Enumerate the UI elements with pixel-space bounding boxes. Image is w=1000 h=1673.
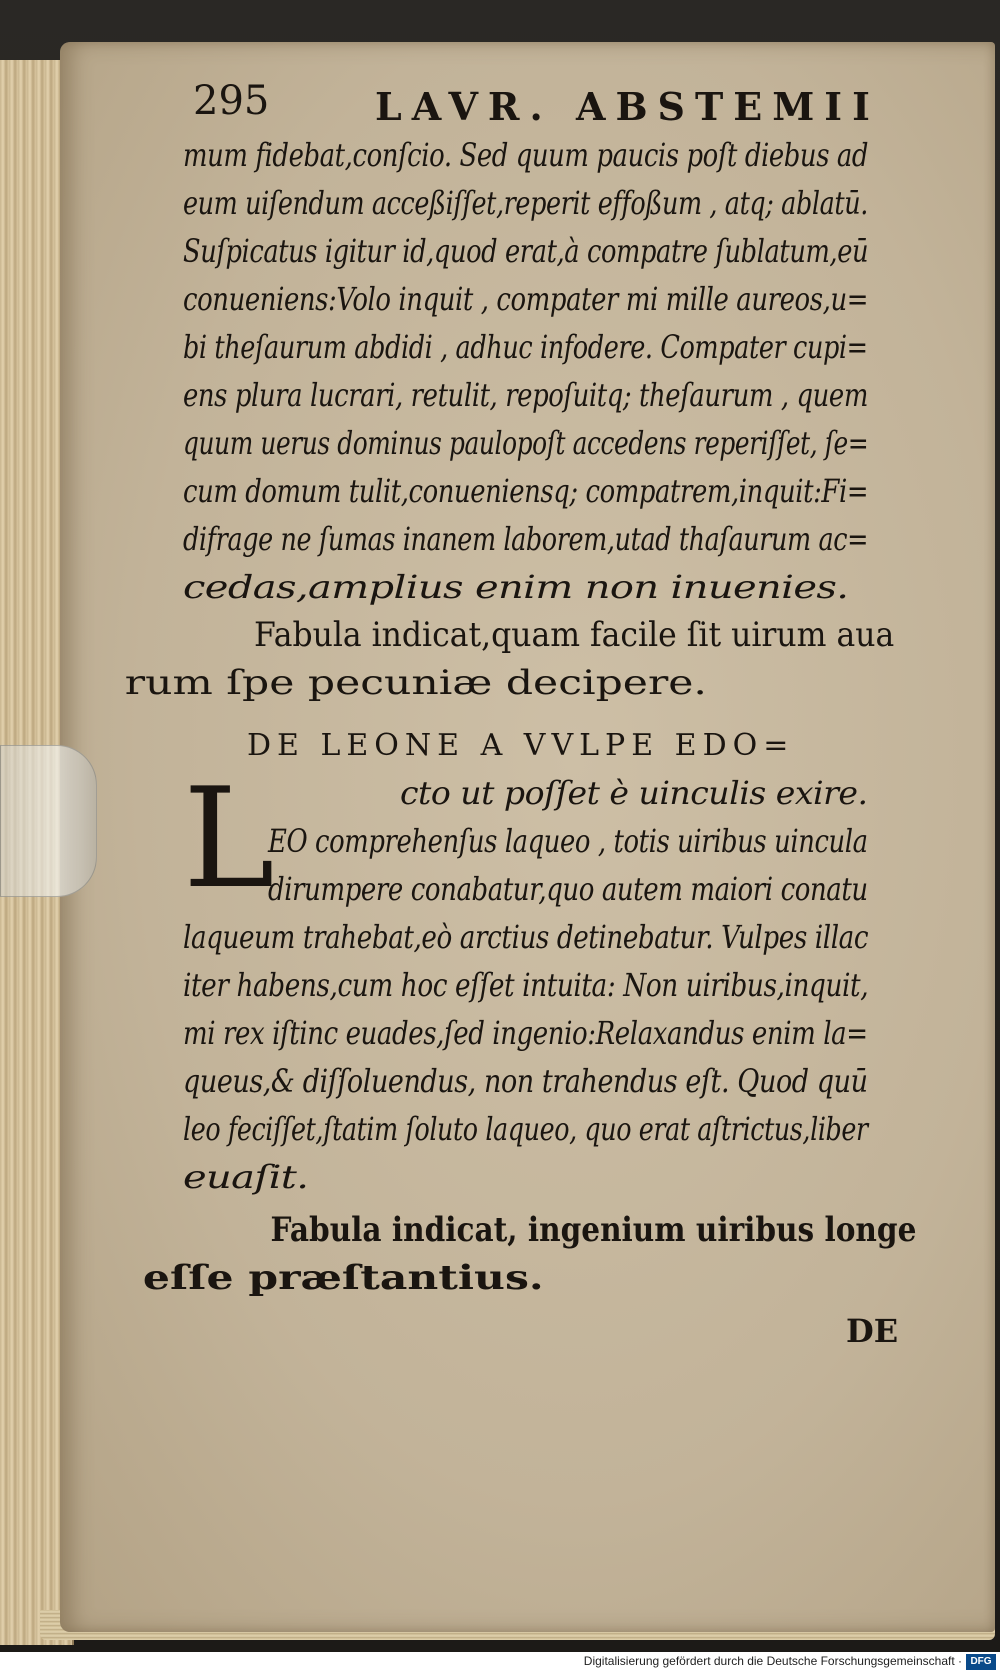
drop-cap: L xyxy=(183,758,275,919)
page-number: 295 xyxy=(193,78,270,124)
funding-credit: Digitalisierung gefördert durch die Deutsche Forschungsgemeinschaft · xyxy=(583,1654,962,1668)
moral-line: Fabula indicat, ingenium uiribus longe xyxy=(270,1210,917,1250)
fable-heading: DE LEONE A VVLPE EDO= xyxy=(247,728,795,763)
text-line: quum uerus dominus paulopoſt accedens reperiſſet, ſe= xyxy=(183,424,869,462)
text-line: euaſit. xyxy=(183,1158,309,1196)
text-line: Suſpicatus igitur id,quod erat,à compatre ſublatum,eū xyxy=(183,232,869,270)
running-title: LAVR. ABSTEMII xyxy=(375,84,880,129)
text-line: cedas,amplius enim non inuenies. xyxy=(183,568,849,606)
moral-line: rum ſpe pecuniæ decipere. xyxy=(124,663,707,703)
moral-line: eſſe præſtantius. xyxy=(142,1258,544,1298)
text-line: cum domum tulit,conueniensq; compatrem,inquit:Fi= xyxy=(183,472,869,510)
text-line: leo feciſſet,ſtatim ſoluto laqueo, quo erat aſtrictus,liber xyxy=(183,1110,868,1148)
text-line: iter habens,cum hoc eſſet intuita: Non uiribus,inquit, xyxy=(183,966,869,1004)
catchword: DE xyxy=(846,1312,899,1350)
text-line: laqueum trahebat,eò arctius detinebatur. Vulpes illac xyxy=(183,918,869,956)
text-line: dirumpere conabatur,quo autem maiori conatu xyxy=(268,870,868,908)
text-line: mum fidebat,conſcio. Sed quum paucis poſt diebus ad xyxy=(183,136,869,174)
moral-line: Fabula indicat,quam facile ſit uirum aua xyxy=(254,615,895,655)
text-line: bi theſaurum abdidi , adhuc infodere. Compater cupi= xyxy=(183,328,868,366)
text-line: ens plura lucrari, retulit, repoſuitq; theſaurum , quem xyxy=(183,376,868,414)
text-line: mi rex iſtinc euades,ſed ingenio:Relaxandus enim la= xyxy=(183,1014,868,1052)
text-line: EO comprehenſus laqueo , totis uiribus uincula xyxy=(268,822,868,860)
text-line: conueniens:Volo inquit , compater mi mille aureos,u= xyxy=(183,280,869,318)
text-line: eum uiſendum acceßiſſet,reperit effoßum , atq; ablatū. xyxy=(183,184,868,222)
dfg-logo-icon: DFG xyxy=(966,1654,996,1670)
text-line: queus,& diſſoluendus, non trahendus eſt. Quod quū xyxy=(183,1062,868,1100)
fable-heading-subline: cto ut poſſet è uinculis exire. xyxy=(400,774,868,812)
text-line: difrage ne ſumas inanem laborem,utad thaſaurum ac= xyxy=(183,520,869,558)
